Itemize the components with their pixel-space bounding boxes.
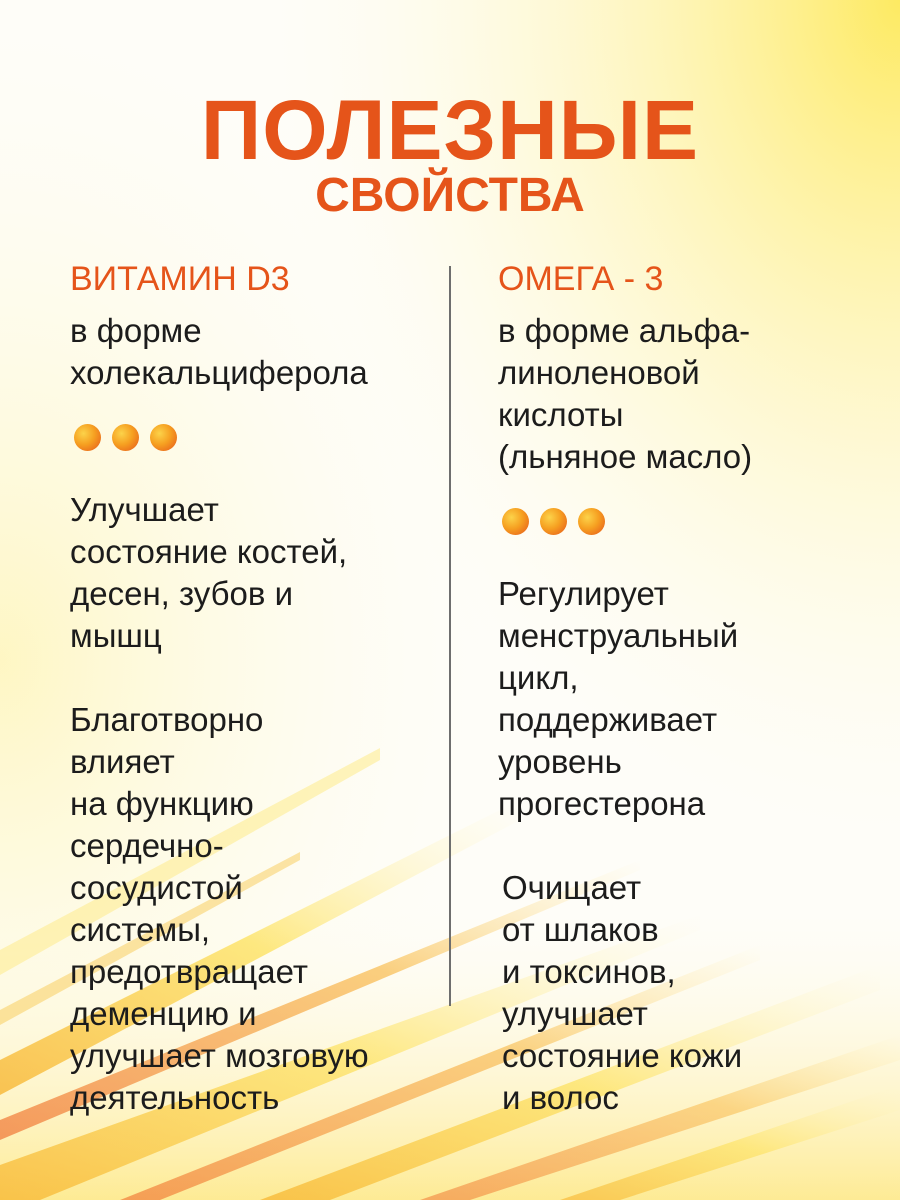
omega-3-form: в форме альфа- линоленовой кислоты (льняное масло) bbox=[498, 312, 753, 475]
page-subtitle: СВОЙСТВА bbox=[315, 169, 585, 222]
vitamin-d3-heading: ВИТАМИН D3 bbox=[70, 260, 290, 298]
dot-icon bbox=[150, 424, 177, 451]
dot-icon bbox=[112, 424, 139, 451]
benefit-paragraph: Очищает от шлаков и токсинов, улучшает состояние кожи и волос bbox=[502, 869, 743, 1116]
dots-separator bbox=[502, 508, 878, 535]
benefit-paragraph: Благотворно влияет на функцию сердечно- сосудистой системы, предотвращает деменцию и улучшает мозговую деятельность bbox=[70, 701, 369, 1116]
vitamin-d3-column bbox=[70, 258, 440, 1161]
page-title: ПОЛЕЗНЫЕ bbox=[200, 83, 700, 177]
dot-icon bbox=[74, 424, 101, 451]
omega-3-column bbox=[498, 258, 878, 1161]
benefit-paragraph: Регулирует менструальный цикл, поддерживает уровень прогестерона bbox=[498, 575, 739, 822]
dot-icon bbox=[578, 508, 605, 535]
column-divider bbox=[449, 266, 451, 1006]
omega-3-heading: ОМЕГА - 3 bbox=[498, 260, 664, 298]
dots-separator bbox=[74, 424, 440, 451]
vitamin-d3-form: в форме холекальциферола bbox=[70, 312, 368, 391]
benefit-paragraph: Улучшает состояние костей, десен, зубов и мышц bbox=[70, 491, 348, 654]
dot-icon bbox=[540, 508, 567, 535]
dot-icon bbox=[502, 508, 529, 535]
